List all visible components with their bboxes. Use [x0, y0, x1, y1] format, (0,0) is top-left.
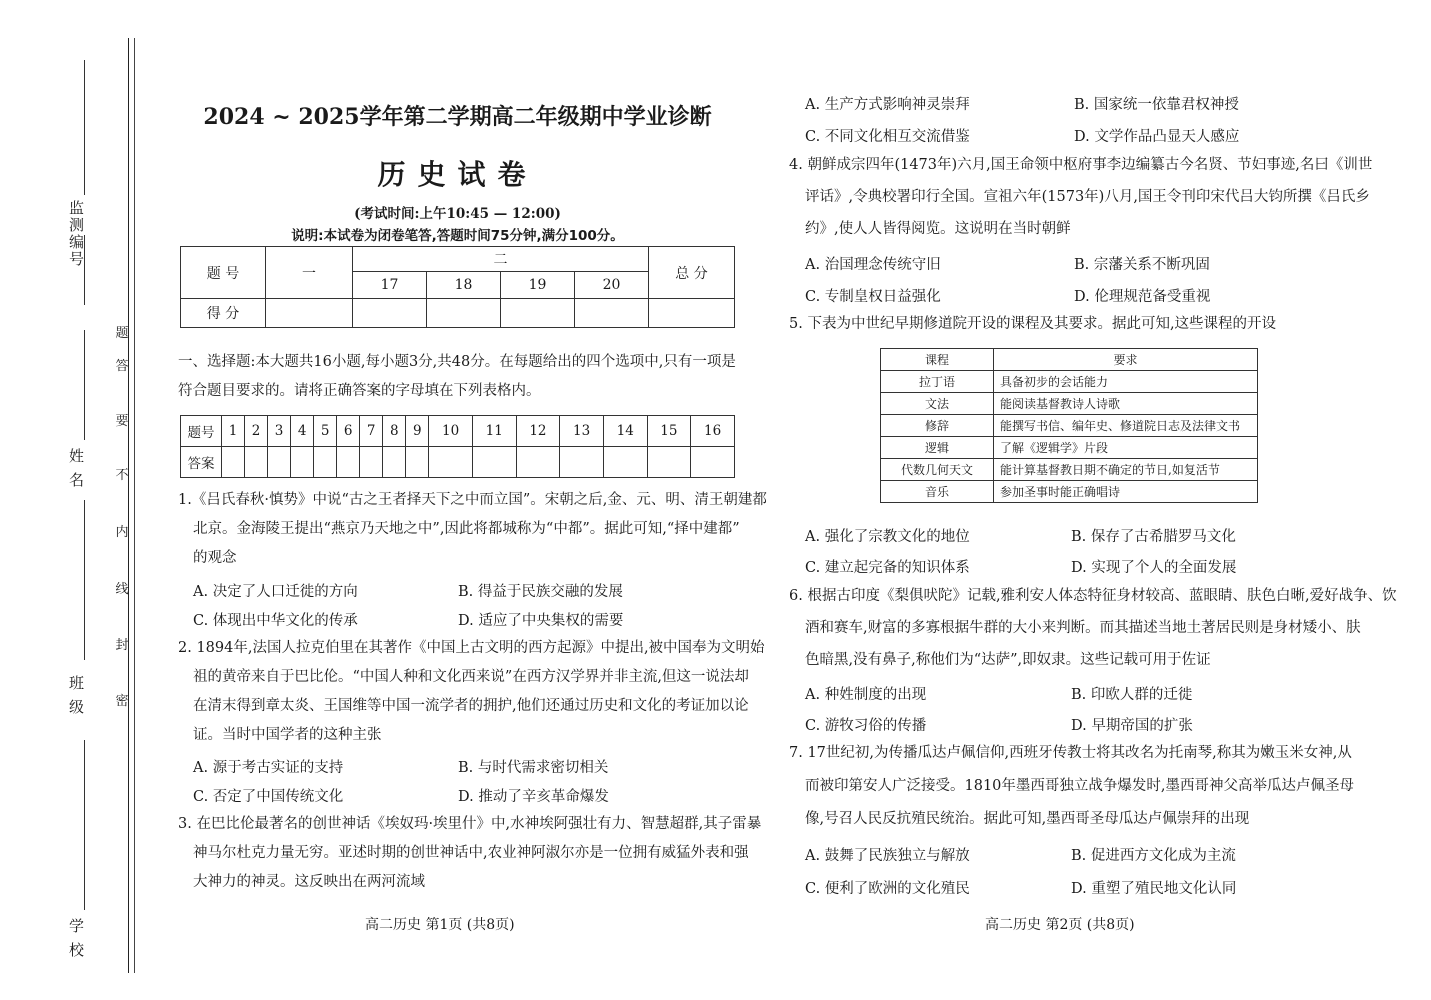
school-label: 学 校	[67, 918, 85, 959]
q7-option-b[interactable]: B. 促进西方文化成为主流	[1071, 848, 1236, 864]
seal-char: 要	[115, 414, 129, 429]
q2-option-d[interactable]: D. 推动了辛亥革命爆发	[458, 789, 609, 805]
q6-option-c[interactable]: C. 游牧习俗的传播	[805, 718, 927, 734]
q1-option-b[interactable]: B. 得益于民族交融的发展	[458, 584, 623, 600]
footer-page-2: 高二历史 第2页 (共8页)	[985, 917, 1135, 933]
seal-char: 线	[115, 582, 129, 597]
answer-table-question-number: 7	[360, 416, 383, 447]
answer-table-question-number: 15	[647, 416, 691, 447]
q2-stem-line: 祖的黄帝来自于巴比伦。“中国人种和文化西来说”在西方汉学界并非主流,但这一说法却	[193, 669, 749, 685]
answer-table-question-number: 3	[268, 416, 291, 447]
answer-table-question-number: 11	[472, 416, 516, 447]
section1-intro-line: 一、选择题:本大题共16小题,每小题3分,共48分。在每题给出的四个选项中,只有一项是	[178, 354, 736, 370]
q5-option-b[interactable]: B. 保存了古希腊罗马文化	[1071, 529, 1236, 545]
answer-cell[interactable]	[603, 447, 647, 478]
footer-page-1: 高二历史 第1页 (共8页)	[365, 917, 515, 933]
score-table-sub: 18	[427, 272, 501, 299]
course-requirement: 能计算基督教日期不确定的节日,如复活节	[994, 459, 1258, 481]
monitor-no-underline	[84, 60, 85, 195]
q6-stem-line: 酒和赛车,财富的多寡根据牛群的大小来判断。而其描述当地土著居民则是身材矮小、肤	[805, 620, 1361, 636]
score-table-total-header: 总 分	[649, 247, 735, 299]
answer-table-question-number: 5	[314, 416, 337, 447]
q2-stem-line: 2. 1894年,法国人拉克伯里在其著作《中国上古文明的西方起源》中提出,被中国奉为文明始	[178, 640, 765, 656]
seal-char: 密	[115, 694, 129, 709]
score-table-part2: 二	[353, 247, 649, 272]
answer-table-question-number: 13	[560, 416, 604, 447]
q1-stem-line: 北京。金海陵王提出“燕京乃天地之中”,因此将都城称为“中都”。据此可知,“择中建都”	[193, 521, 740, 537]
answer-cell[interactable]	[360, 447, 383, 478]
answer-table-answer-header: 答案	[181, 447, 222, 478]
q5-option-d[interactable]: D. 实现了个人的全面发展	[1071, 560, 1237, 576]
answer-cell[interactable]	[406, 447, 429, 478]
q3-option-b[interactable]: B. 国家统一依靠君权神授	[1074, 97, 1239, 113]
answer-table-question-number: 16	[691, 416, 735, 447]
course-requirement: 参加圣事时能正确唱诗	[994, 481, 1258, 503]
q3-option-c[interactable]: C. 不同文化相互交流借鉴	[805, 129, 970, 145]
q6-stem-line: 6. 根据古印度《梨俱吠陀》记载,雅利安人体态特征身材较高、蓝眼睛、肤色白晰,爱好战争、饮	[789, 588, 1397, 604]
q7-option-c[interactable]: C. 便利了欧洲的文化殖民	[805, 881, 970, 897]
q2-option-a[interactable]: A. 源于考古实证的支持	[193, 760, 344, 776]
score-cell[interactable]	[501, 299, 575, 328]
answer-table-question-number: 9	[406, 416, 429, 447]
q2-option-b[interactable]: B. 与时代需求密切相关	[458, 760, 609, 776]
answer-table-question-number: 6	[337, 416, 360, 447]
q5-option-a[interactable]: A. 强化了宗教文化的地位	[805, 529, 970, 545]
answer-table-question-number: 4	[291, 416, 314, 447]
q4-option-d[interactable]: D. 伦理规范备受重视	[1074, 289, 1211, 305]
score-table-sub: 20	[575, 272, 649, 299]
q2-stem-line: 在清末得到章太炎、王国维等中国一流学者的拥护,他们还通过历史和文化的考证加以论	[193, 698, 749, 714]
seal-char: 题	[115, 326, 129, 341]
course-requirement: 能撰写书信、编年史、修道院日志及法律文书	[994, 415, 1258, 437]
q5-stem-line: 5. 下表为中世纪早期修道院开设的课程及其要求。据此可知,这些课程的开设	[789, 316, 1277, 332]
course-requirement: 能阅读基督教诗人诗歌	[994, 393, 1258, 415]
course-name: 文法	[881, 393, 994, 415]
q3-option-a[interactable]: A. 生产方式影响神灵崇拜	[805, 97, 970, 113]
q5-option-c[interactable]: C. 建立起完备的知识体系	[805, 560, 970, 576]
q2-stem-line: 证。当时中国学者的这种主张	[193, 727, 382, 743]
score-table-sub: 19	[501, 272, 575, 299]
exam-time: (考试时间:上午10:45 — 12:00)	[354, 206, 561, 222]
score-cell[interactable]	[649, 299, 735, 328]
seal-char: 答	[115, 359, 129, 374]
answer-cell[interactable]	[429, 447, 473, 478]
q7-stem-line: 像,号召人民反抗殖民统治。据此可知,墨西哥圣母瓜达卢佩崇拜的出现	[805, 811, 1250, 827]
seal-char: 内	[115, 525, 129, 540]
q7-stem-line: 而被印第安人广泛接受。1810年墨西哥独立战争爆发时,墨西哥神父高举瓜达卢佩圣母	[805, 778, 1355, 794]
monitor-no-label: 监测编号	[67, 200, 85, 268]
name-underline	[84, 330, 85, 440]
answer-table	[180, 415, 735, 478]
course-requirement: 了解《逻辑学》片段	[994, 437, 1258, 459]
q7-option-d[interactable]: D. 重塑了殖民地文化认同	[1071, 881, 1237, 897]
course-requirement: 具备初步的会话能力	[994, 371, 1258, 393]
answer-cell[interactable]	[560, 447, 604, 478]
q4-option-c[interactable]: C. 专制皇权日益强化	[805, 289, 941, 305]
class-underline	[84, 740, 85, 910]
q4-option-b[interactable]: B. 宗藩关系不断巩固	[1074, 257, 1210, 273]
course-name: 逻辑	[881, 437, 994, 459]
answer-table-question-number: 10	[429, 416, 473, 447]
course-table-header-course: 课程	[881, 349, 994, 371]
score-table	[180, 246, 735, 328]
q3-stem-line: 神马尔杜克力量无穷。亚述时期的创世神话中,农业神阿淑尔亦是一位拥有威猛外表和强	[193, 845, 749, 861]
score-cell[interactable]	[427, 299, 501, 328]
q6-option-a[interactable]: A. 种姓制度的出现	[805, 687, 927, 703]
q4-stem-line: 4. 朝鲜成宗四年(1473年)六月,国王命领中枢府事李边编纂古今名贤、节妇事迹,名曰《训世	[789, 157, 1373, 173]
answer-cell[interactable]	[516, 447, 560, 478]
course-name: 音乐	[881, 481, 994, 503]
answer-cell[interactable]	[222, 447, 245, 478]
answer-table-qno-header: 题号	[181, 416, 222, 447]
answer-cell[interactable]	[314, 447, 337, 478]
q6-option-b[interactable]: B. 印欧人群的迁徙	[1071, 687, 1193, 703]
q1-option-d[interactable]: D. 适应了中央集权的需要	[458, 613, 624, 629]
answer-table-question-number: 1	[222, 416, 245, 447]
q3-option-d[interactable]: D. 文学作品凸显天人感应	[1074, 129, 1240, 145]
q1-option-a[interactable]: A. 决定了人口迁徙的方向	[193, 584, 358, 600]
q7-option-a[interactable]: A. 鼓舞了民族独立与解放	[805, 848, 970, 864]
answer-cell[interactable]	[383, 447, 406, 478]
exam-title: 2024 ~ 2025学年第二学期高二年级期中学业诊断	[203, 104, 712, 130]
q4-stem-line: 评话》,令典校署印行全国。宣祖六年(1573年)八月,国王令刊印宋代吕大钧所撰《吕氏乡	[805, 189, 1370, 205]
score-cell[interactable]	[266, 299, 353, 328]
answer-table-question-number: 8	[383, 416, 406, 447]
course-name: 修辞	[881, 415, 994, 437]
q3-stem-line: 3. 在巴比伦最著名的创世神话《埃奴玛·埃里什》中,水神埃阿强壮有力、智慧超群,其子雷暴	[178, 816, 762, 832]
seal-char: 不	[115, 468, 129, 483]
q1-option-c[interactable]: C. 体现出中华文化的传承	[193, 613, 358, 629]
q6-stem-line: 色暗黑,没有鼻子,称他们为“达萨”,即奴隶。这些记载可用于佐证	[805, 652, 1211, 668]
instructions: 说明:本试卷为闭卷笔答,答题时间75分钟,满分100分。	[291, 228, 624, 244]
answer-table-question-number: 12	[516, 416, 560, 447]
score-table-sub: 17	[353, 272, 427, 299]
answer-cell[interactable]	[291, 447, 314, 478]
answer-cell[interactable]	[647, 447, 691, 478]
answer-table-question-number: 2	[245, 416, 268, 447]
course-table-header-requirement: 要求	[994, 349, 1258, 371]
score-cell[interactable]	[575, 299, 649, 328]
binding-line-inner	[134, 38, 135, 973]
q2-option-c[interactable]: C. 否定了中国传统文化	[193, 789, 344, 805]
answer-cell[interactable]	[337, 447, 360, 478]
score-table-score-header: 得 分	[181, 299, 266, 328]
answer-cell[interactable]	[245, 447, 268, 478]
course-table	[880, 348, 1258, 503]
answer-cell[interactable]	[472, 447, 516, 478]
course-name: 拉丁语	[881, 371, 994, 393]
monitor-no-underline-2	[84, 235, 85, 305]
name-underline-2	[84, 500, 85, 660]
score-table-part1: 一	[266, 247, 353, 299]
q4-option-a[interactable]: A. 治国理念传统守旧	[805, 257, 941, 273]
binding-line	[128, 38, 129, 973]
name-label: 姓 名	[67, 448, 85, 489]
class-label: 班 级	[67, 675, 85, 716]
answer-cell[interactable]	[691, 447, 735, 478]
q1-stem-line: 的观念	[193, 550, 237, 566]
answer-cell[interactable]	[268, 447, 291, 478]
q4-stem-line: 约》,使人人皆得阅览。这说明在当时朝鲜	[805, 221, 1071, 237]
section1-intro-line: 符合题目要求的。请将正确答案的字母填在下列表格内。	[178, 383, 541, 399]
score-cell[interactable]	[353, 299, 427, 328]
answer-table-question-number: 14	[603, 416, 647, 447]
q3-stem-line: 大神力的神灵。这反映出在两河流域	[193, 874, 425, 890]
q7-stem-line: 7. 17世纪初,为传播瓜达卢佩信仰,西班牙传教士将其改名为托南琴,称其为嫩玉米女神,从	[789, 745, 1352, 761]
q1-stem-line: 1.《吕氏春秋·慎势》中说“古之王者择天下之中而立国”。宋朝之后,金、元、明、清王朝建都	[178, 492, 767, 508]
score-table-question-header: 题 号	[181, 247, 266, 299]
q6-option-d[interactable]: D. 早期帝国的扩张	[1071, 718, 1193, 734]
course-name: 代数几何天文	[881, 459, 994, 481]
seal-char: 封	[115, 638, 129, 653]
subject-title: 历史试卷	[377, 158, 538, 191]
